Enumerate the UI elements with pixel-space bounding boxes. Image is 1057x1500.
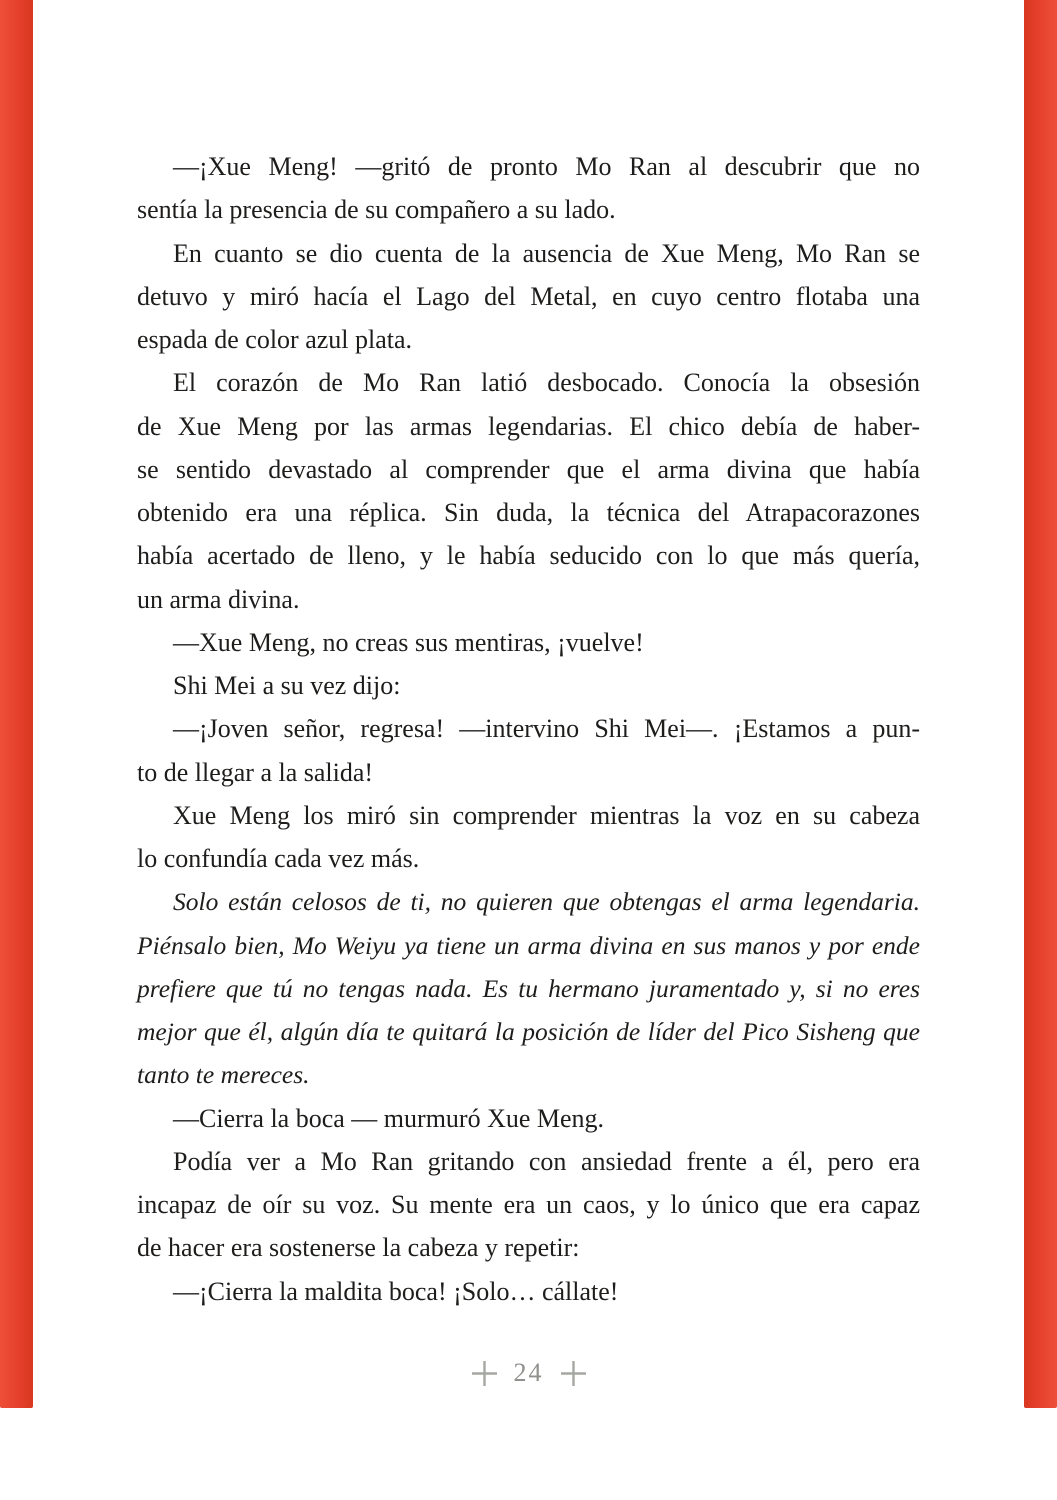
page-number: 24 [513,1358,544,1387]
text-line: detuvo y miró hacía el Lago del Metal, en cuyo centro flotaba una [137,281,920,311]
text-line: se sentido devastado al comprender que el arma divina que había [137,454,920,484]
text-line: —¡Cierra la maldita boca! ¡Solo… cállate! [173,1276,619,1306]
text-line: Solo están celosos de ti, no quieren que obtengas el arma legendaria. [173,887,920,917]
paragraph [137,880,920,1096]
text-line: to de llegar a la salida! [137,757,374,787]
page-footer [0,1356,1057,1390]
text-line: El corazón de Mo Ran latió desbocado. Conocía la obsesión [173,368,920,398]
paragraph [137,621,920,664]
text-line: había acertado de lleno, y le había seducido con lo que más quería, [137,541,920,571]
plus-ornament-right-icon [560,1360,587,1387]
paragraph [137,145,920,232]
paragraph [137,1270,920,1313]
paragraph [137,361,920,621]
text-line: incapaz de oír su voz. Su mente era un caos, y lo único que era capaz [137,1190,920,1219]
paragraph [137,707,920,794]
book-edge-right [1024,0,1057,1408]
text-line: de Xue Meng por las armas legendarias. El chico debía de haber- [137,411,920,441]
paragraph [137,232,920,362]
text-line: Shi Mei a su vez dijo: [173,671,401,700]
text-line: —Xue Meng, no creas sus mentiras, ¡vuelve! [173,627,644,657]
text-line: Podía ver a Mo Ran gritando con ansiedad frente a él, pero era [173,1146,920,1176]
page-text [137,145,920,1313]
text-line: tanto te mereces. [137,1060,310,1090]
text-line: Xue Meng los miró sin comprender mientras la voz en su cabeza [173,800,920,830]
paragraph [137,1097,920,1140]
paragraph [137,794,920,881]
text-line: sentía la presencia de su compañero a su lado. [137,195,616,225]
text-line: obtenido era una réplica. Sin duda, la técnica del Atrapacorazones [137,498,920,527]
paragraph [137,1140,920,1270]
text-line: lo confundía cada vez más. [137,844,420,873]
text-line: En cuanto se dio cuenta de la ausencia de Xue Meng, Mo Ran se [173,238,920,268]
text-line: —Cierra la boca — murmuró Xue Meng. [173,1103,605,1133]
text-line: —¡Xue Meng! —gritó de pronto Mo Ran al descubrir que no [173,152,920,181]
paragraph [137,664,920,707]
text-line: —¡Joven señor, regresa! —intervino Shi Mei—. ¡Estamos a pun- [173,714,920,744]
book-edge-left [0,0,33,1408]
text-line: prefiere que tú no tengas nada. Es tu hermano juramentado y, si no eres [137,973,920,1003]
text-line: espada de color azul plata. [137,325,413,354]
text-line: mejor que él, algún día te quitará la posición de líder del Pico Sisheng que [137,1017,920,1046]
text-line: un arma divina. [137,584,300,614]
text-line: Piénsalo bien, Mo Weiyu ya tiene un arma divina en sus manos y por ende [137,930,920,960]
text-line: de hacer era sostenerse la cabeza y repetir: [137,1233,580,1263]
plus-ornament-left-icon [471,1360,498,1387]
